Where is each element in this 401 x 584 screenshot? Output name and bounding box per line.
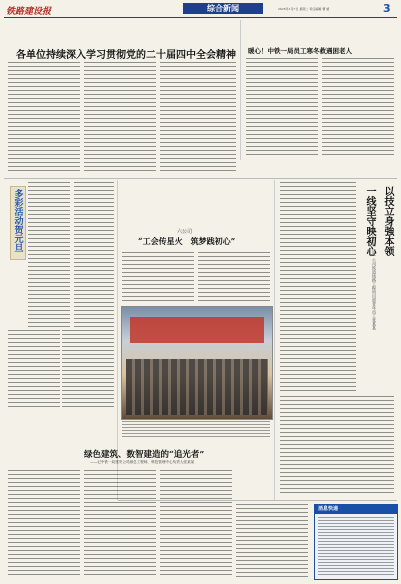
bottom-col-3 xyxy=(160,470,232,578)
side-article-col-2 xyxy=(322,58,394,158)
news-box-title: 消息快递 xyxy=(318,506,339,512)
paper-name: 铁路建设报 xyxy=(6,7,52,17)
left-mid-col-1 xyxy=(8,330,60,410)
right-article-col-2 xyxy=(280,396,394,496)
photo-backdrop-banner xyxy=(130,317,264,343)
section-banner xyxy=(183,3,263,14)
feature-headline: “工会传星火 筑梦践初心” xyxy=(138,236,236,246)
right-vertical-headline-1: 以技立身強本领 xyxy=(382,186,393,256)
feature-col-2 xyxy=(198,252,270,302)
news-box-title-bar xyxy=(315,505,397,514)
news-box xyxy=(314,504,398,580)
page-number: 3 xyxy=(383,2,391,15)
photo-caption xyxy=(122,421,270,437)
feature-kicker: 六公司 xyxy=(177,229,193,235)
holiday-banner-text: 多彩活动贺元旦 xyxy=(12,189,23,252)
right-vertical-headline-2: 一线坚守映初心 xyxy=(364,186,375,256)
feature-col-1 xyxy=(122,252,194,302)
right-vertical-subhead: ——记中铁二局一公司铁道线路工程项目部青年员工张某某 xyxy=(372,226,377,330)
masthead xyxy=(0,0,401,18)
lead-article-col-2 xyxy=(84,62,156,172)
group-photo xyxy=(121,306,273,420)
holiday-article-col-1 xyxy=(28,182,70,327)
holiday-article-col-2 xyxy=(74,182,114,327)
right-article-col-1 xyxy=(280,182,356,392)
side-headline: 暖心！中铁一局员工寒冬救遇困老人 xyxy=(248,47,352,55)
holiday-banner xyxy=(10,186,26,260)
bottom-col-4 xyxy=(236,504,308,578)
section-title: 综合新闻 xyxy=(207,4,239,13)
bottom-col-2 xyxy=(84,470,156,578)
lead-article-col-3 xyxy=(160,62,236,172)
photo-people-row xyxy=(126,359,268,415)
news-box-body xyxy=(318,517,394,575)
bottom-col-1 xyxy=(8,470,80,578)
bottom-headline: 绿色建筑、数智建造的“追光者” xyxy=(84,450,205,460)
right-vertical-headline xyxy=(362,186,396,356)
lead-headline: 各单位持续深入学习贯彻党的二十届四中全会精神 xyxy=(16,50,236,61)
date-line: 2025年1月7日 星期二 责任编辑 曹 媛 xyxy=(278,7,330,11)
lead-article-col-1 xyxy=(8,62,80,172)
bottom-subhead: ——记中铁一局建安公司副总工程师、科技管理中心负责人张某某 xyxy=(90,460,195,464)
left-mid-col-2 xyxy=(62,330,114,410)
side-article-col-1 xyxy=(246,58,318,158)
